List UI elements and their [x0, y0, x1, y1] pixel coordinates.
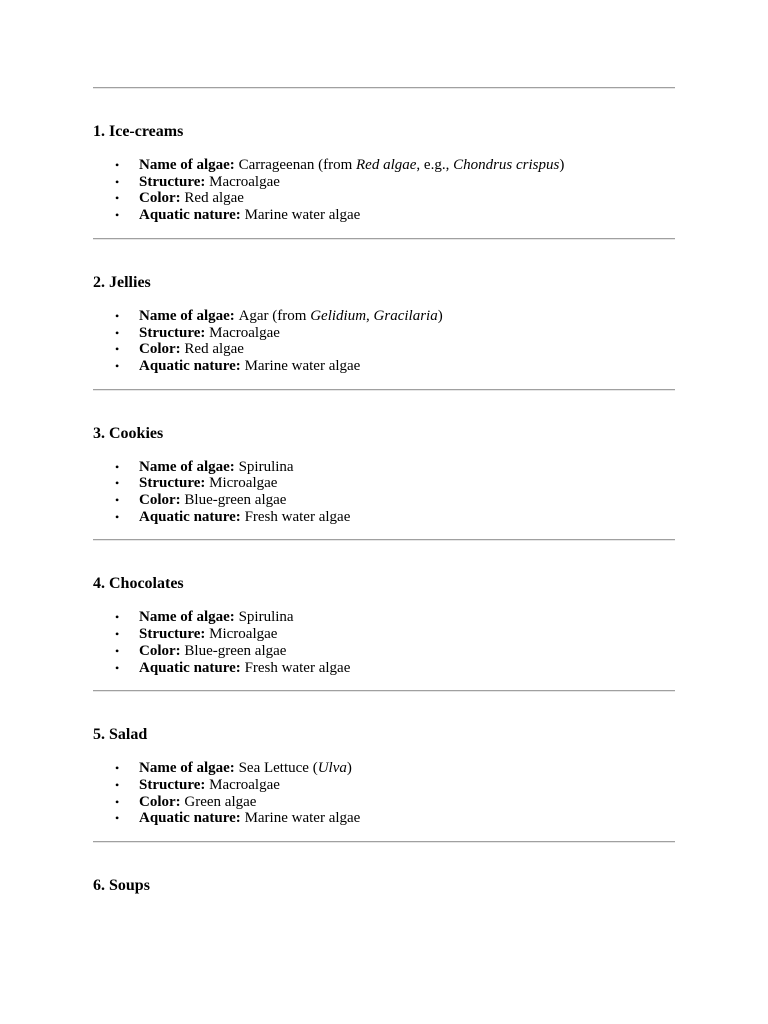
bullet-icon: •: [115, 476, 120, 491]
bullet-icon: •: [115, 459, 120, 474]
fact-text: Macroalgae: [209, 776, 280, 793]
fact-value: [209, 174, 280, 190]
fact-label: Aquatic nature:: [139, 659, 241, 676]
bullet-icon: •: [115, 342, 120, 357]
bullet-icon: •: [115, 777, 120, 792]
fact-text: Carrageenan (from: [238, 157, 356, 173]
bullet-icon: •: [115, 208, 120, 223]
algae-facts-list: [93, 760, 675, 841]
document-body: [93, 87, 675, 911]
fact-value: [245, 358, 361, 374]
list-item: [115, 458, 675, 476]
fact-text: Macroalgae: [209, 173, 280, 190]
fact-value: [184, 190, 244, 206]
section-heading: 1. Ice-creams: [93, 123, 184, 140]
fact-label: Name of algae:: [139, 609, 235, 626]
fact-value: [209, 325, 280, 341]
fact-value: [245, 207, 361, 223]
italic-term: Gelidium: [310, 307, 367, 324]
fact-label: Structure:: [139, 776, 206, 793]
fact-text: Spirulina: [238, 609, 294, 626]
fact-label: Aquatic nature:: [139, 207, 241, 224]
list-item: [115, 357, 675, 375]
fact-text: Red algae: [184, 190, 244, 207]
bullet-icon: •: [115, 308, 120, 323]
fact-label: Structure:: [139, 626, 206, 643]
fact-label: Color:: [139, 642, 181, 659]
bullet-icon: •: [115, 509, 120, 524]
fact-label: Aquatic nature:: [139, 357, 241, 374]
list-item: [115, 324, 675, 342]
list-item: [115, 626, 675, 643]
bullet-icon: •: [115, 325, 120, 340]
fact-label: Name of algae:: [139, 458, 235, 475]
fact-value: [184, 794, 256, 810]
list-item: [115, 810, 675, 827]
fact-text: Agar (from: [238, 307, 311, 324]
fact-value: [245, 810, 361, 826]
fact-label: Aquatic nature:: [139, 508, 241, 525]
list-item: [115, 157, 675, 174]
list-item: [115, 793, 675, 811]
fact-value: [209, 475, 277, 491]
bullet-icon: •: [115, 493, 120, 508]
italic-term: Chondrus crispus: [453, 157, 560, 173]
fact-text: Microalgae: [209, 475, 278, 492]
fact-label: Color:: [139, 190, 181, 207]
section-heading: 2. Jellies: [93, 273, 151, 291]
algae-facts-list: [93, 157, 675, 238]
bullet-icon: •: [115, 358, 120, 373]
fact-text: Red algae: [184, 341, 244, 358]
fact-value: [239, 609, 294, 625]
list-item: [115, 642, 675, 660]
fact-value: [184, 643, 286, 659]
fact-label: Name of algae:: [139, 157, 235, 173]
algae-facts-list: [93, 609, 675, 690]
algae-facts-list: [93, 459, 675, 540]
list-item: [115, 207, 675, 224]
fact-text: Sea Lettuce (: [238, 760, 318, 777]
fact-label: Color:: [139, 793, 181, 810]
section-heading: 6. Soups: [93, 877, 150, 895]
section-heading: 5. Salad: [93, 726, 148, 744]
list-item: [115, 173, 675, 191]
bullet-icon: •: [115, 660, 120, 675]
fact-label: Color:: [139, 341, 181, 358]
fact-label: Structure:: [139, 173, 206, 190]
fact-label: Structure:: [139, 475, 206, 492]
algae-facts-list: [93, 308, 675, 389]
fact-text: Blue-green algae: [184, 642, 287, 659]
fact-text: Marine water algae: [244, 357, 361, 374]
section-heading: 4. Chocolates: [93, 575, 184, 593]
list-item: [115, 492, 675, 509]
fact-text: Fresh water algae: [244, 659, 351, 676]
bullet-icon: •: [115, 610, 120, 625]
fact-label: Name of algae:: [139, 760, 235, 777]
fact-text: ): [559, 157, 565, 173]
fact-text: Marine water algae: [244, 810, 361, 827]
fact-text: Microalgae: [209, 626, 278, 643]
fact-text: Fresh water algae: [244, 508, 351, 525]
italic-term: Gracilaria: [373, 307, 438, 324]
list-item: [115, 760, 675, 777]
fact-text: Blue-green algae: [184, 492, 287, 509]
fact-value: [184, 341, 244, 357]
fact-value: [239, 308, 443, 324]
fact-value: [184, 492, 286, 508]
list-item: [115, 475, 675, 492]
fact-value: [209, 777, 280, 793]
fact-text: Marine water algae: [244, 207, 361, 224]
fact-label: Aquatic nature:: [139, 810, 241, 827]
bullet-icon: •: [115, 191, 120, 206]
fact-text: Macroalgae: [209, 324, 280, 341]
bullet-icon: •: [115, 158, 120, 172]
bullet-icon: •: [115, 643, 120, 658]
bullet-icon: •: [115, 811, 120, 826]
fact-label: Name of algae:: [139, 307, 235, 324]
bullet-icon: •: [115, 794, 120, 809]
fact-label: Structure:: [139, 324, 206, 341]
italic-term: Ulva: [317, 760, 347, 777]
fact-value: [209, 626, 277, 642]
italic-term: Red algae: [356, 157, 417, 173]
fact-label: Color:: [139, 492, 181, 509]
list-item: [115, 776, 675, 794]
fact-text: ): [437, 307, 443, 324]
fact-text: , e.g.,: [416, 157, 454, 173]
fact-value: [245, 660, 351, 676]
list-item: [115, 341, 675, 358]
section-heading: 3. Cookies: [93, 424, 164, 442]
fact-value: [239, 760, 352, 776]
fact-value: [245, 509, 351, 525]
list-item: [115, 190, 675, 207]
fact-text: Green algae: [184, 793, 257, 810]
fact-text: ,: [366, 307, 374, 324]
fact-text: Spirulina: [238, 458, 294, 475]
list-item: [115, 307, 675, 325]
fact-text: ): [346, 760, 352, 777]
bullet-icon: •: [115, 627, 120, 642]
list-item: [115, 609, 675, 626]
list-item: [115, 659, 675, 677]
bullet-icon: •: [115, 761, 120, 776]
list-item: [115, 508, 675, 526]
fact-value: [239, 459, 294, 475]
fact-value: [239, 157, 565, 173]
bullet-icon: •: [115, 174, 120, 189]
